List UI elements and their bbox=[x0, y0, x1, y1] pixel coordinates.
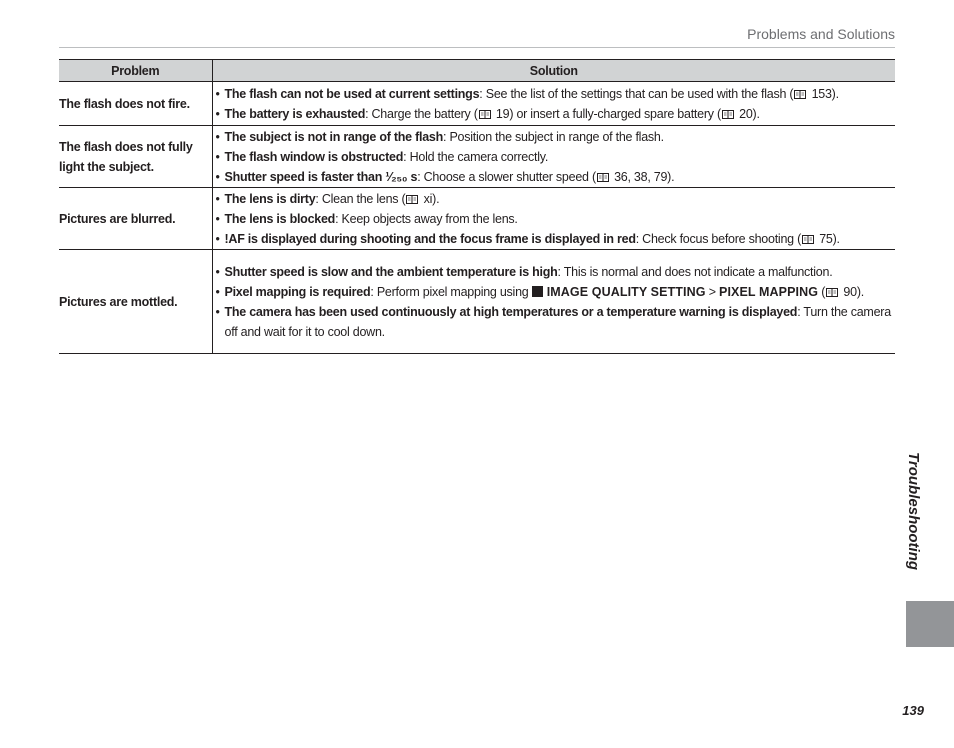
solution-text: : Turn the camera off and wait for it to cool down. bbox=[224, 304, 891, 339]
solution-text: 19) or insert a fully-charged spare battery ( bbox=[492, 106, 721, 121]
solution-cause: The flash window is obstructed bbox=[224, 149, 404, 164]
solution-text: 90). bbox=[840, 284, 864, 299]
solution-text: : Check focus before shooting ( bbox=[635, 231, 801, 246]
solution-cell bbox=[212, 126, 895, 188]
solution-item bbox=[213, 127, 896, 147]
solution-text: : Charge the battery ( bbox=[365, 106, 478, 121]
solution-text: : Clean the lens ( bbox=[315, 191, 406, 206]
bullet: • bbox=[215, 191, 220, 206]
solution-text: 153). bbox=[808, 86, 839, 101]
problem-cell: Pictures are blurred. bbox=[59, 188, 212, 250]
solution-text: : This is normal and does not indicate a malfunction. bbox=[557, 264, 833, 279]
solution-item bbox=[213, 302, 896, 342]
troubleshooting-table bbox=[59, 59, 895, 354]
bullet: • bbox=[215, 169, 220, 184]
solution-text: : Choose a slower shutter speed ( bbox=[417, 169, 596, 184]
bullet: • bbox=[215, 211, 220, 226]
bullet: • bbox=[215, 86, 220, 101]
solution-cause: Shutter speed is slow and the ambient temperature is high bbox=[224, 264, 558, 279]
solution-item bbox=[213, 84, 896, 104]
solution-cause: The camera has been used continuously at high temperatures or a temperature warning is displayed bbox=[224, 304, 798, 319]
section-tab-block bbox=[906, 601, 954, 647]
solution-item bbox=[213, 229, 896, 249]
book-reference-icon bbox=[826, 288, 838, 297]
bullet: • bbox=[215, 149, 220, 164]
solution-text: : Perform pixel mapping using bbox=[370, 284, 532, 299]
solution-cell bbox=[212, 188, 895, 250]
solution-item bbox=[213, 262, 896, 282]
running-head: Problems and Solutions bbox=[747, 26, 895, 42]
solution-text: : See the list of the settings that can be used with the flash ( bbox=[479, 86, 794, 101]
column-header-problem: Problem bbox=[59, 60, 212, 82]
solution-text: xi). bbox=[420, 191, 440, 206]
shooting-menu-icon bbox=[532, 286, 543, 297]
book-reference-icon bbox=[802, 235, 814, 244]
book-reference-icon bbox=[406, 195, 418, 204]
solution-cause: Shutter speed is faster than ¹⁄₂₅₀ s bbox=[224, 169, 418, 184]
solution-item bbox=[213, 104, 896, 124]
bullet: • bbox=[215, 231, 220, 246]
bullet: • bbox=[215, 284, 220, 299]
solution-item bbox=[213, 282, 896, 302]
solution-cell bbox=[212, 82, 895, 126]
solution-cause: The lens is dirty bbox=[224, 191, 316, 206]
solution-cause: Pixel mapping is required bbox=[224, 284, 371, 299]
solution-text: : Hold the camera correctly. bbox=[403, 149, 549, 164]
table-row bbox=[59, 82, 895, 126]
book-reference-icon bbox=[597, 173, 609, 182]
bullet: • bbox=[215, 304, 220, 319]
book-reference-icon bbox=[722, 110, 734, 119]
focus-warning-mark: !AF bbox=[224, 231, 245, 246]
problem-cell: Pictures are mottled. bbox=[59, 250, 212, 354]
solution-cause: is displayed during shooting and the focus frame is displayed in red bbox=[244, 231, 636, 246]
solution-item bbox=[213, 147, 896, 167]
solution-text: 75). bbox=[816, 231, 840, 246]
solution-item bbox=[213, 167, 896, 187]
solution-text: : Position the subject in range of the flash. bbox=[443, 129, 664, 144]
table-row bbox=[59, 250, 895, 354]
solution-text: 36, 38, 79). bbox=[610, 169, 675, 184]
menu-separator: > bbox=[705, 284, 720, 299]
solution-cause: The battery is exhausted bbox=[224, 106, 366, 121]
solution-item bbox=[213, 189, 896, 209]
solution-cause: The flash can not be used at current settings bbox=[224, 86, 480, 101]
solution-text: 20). bbox=[735, 106, 760, 121]
header-rule bbox=[59, 47, 895, 48]
solution-cell bbox=[212, 250, 895, 354]
column-header-solution: Solution bbox=[212, 60, 895, 82]
bullet: • bbox=[215, 129, 220, 144]
bullet: • bbox=[215, 264, 220, 279]
bullet: • bbox=[215, 106, 220, 121]
solution-item bbox=[213, 209, 896, 229]
table-header-row bbox=[59, 60, 895, 82]
section-side-label-text: Troubleshooting bbox=[905, 452, 922, 571]
book-reference-icon bbox=[479, 110, 491, 119]
section-side-label bbox=[901, 452, 927, 592]
table-row bbox=[59, 126, 895, 188]
page-number: 139 bbox=[902, 703, 924, 718]
solution-text: : Keep objects away from the lens. bbox=[335, 211, 518, 226]
solution-cause: The subject is not in range of the flash bbox=[224, 129, 443, 144]
solution-cause: The lens is blocked bbox=[224, 211, 336, 226]
problem-cell: The flash does not fully light the subject. bbox=[59, 126, 212, 188]
solution-text: ( bbox=[818, 284, 826, 299]
table-row bbox=[59, 188, 895, 250]
menu-item-pixel-mapping: PIXEL MAPPING bbox=[719, 284, 819, 299]
book-reference-icon bbox=[794, 90, 806, 99]
problem-cell: The flash does not fire. bbox=[59, 82, 212, 126]
menu-item-image-quality: IMAGE QUALITY SETTING bbox=[546, 284, 706, 299]
